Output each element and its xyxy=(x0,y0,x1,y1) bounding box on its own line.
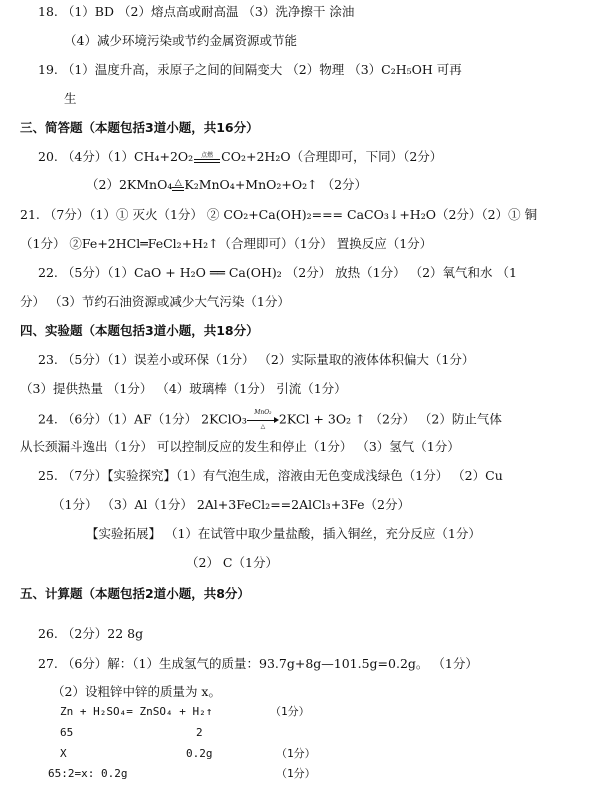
mass-h2: 0.2g xyxy=(186,747,213,760)
proportion-row: 65:2=x: 0.2g xyxy=(48,767,128,780)
answer-20-reactants: 20. （4分）（1）CH₄+2O₂ xyxy=(38,149,194,164)
answer-27-2: （2）设粗锌中锌的质量为 x。 xyxy=(52,684,221,699)
answer-24-cont: 从长颈漏斗逸出（1分） 可以控制反应的发生和停止（1分） （3）氢气（1分） xyxy=(20,439,460,454)
answer-27: 27. （6分）解：（1）生成氢气的质量：93.7g+8g—101.5g=0.2g。 （1分） xyxy=(38,656,478,671)
answer-23: 23. （5分）（1）误差小或环保（1分） （2）实际量取的液体体积偏大（1分） xyxy=(38,352,475,367)
answer-25-extension-2: （2） C（1分） xyxy=(186,555,278,570)
answer-20-line2 xyxy=(86,177,367,193)
answer-20-products: CO₂+2H₂O（合理即可，下同）（2分） xyxy=(221,149,443,164)
answer-25-cont: （1分） （3）Al（1分） 2Al+3FeCl₂==2AlCl₃+3Fe（2分） xyxy=(52,497,410,512)
answer-26: 26. （2分）22 8g xyxy=(38,626,144,641)
answer-25-extension: 【实验拓展】 （1）在试管中取少量盐酸，插入铜丝，充分反应（1分） xyxy=(86,526,481,541)
proportion-score: （1分） xyxy=(276,767,316,780)
molar-ratio-zn: 65 xyxy=(60,726,74,739)
answer-21-cont: （1分） ②Fe+2HCl═FeCl₂+H₂↑（合理即可）（1分） 置换反应（1分） xyxy=(20,236,433,251)
molar-ratio-h2: 2 xyxy=(196,726,203,739)
answer-20-2-reactant: （2）2KMnO₄ xyxy=(86,177,173,192)
answer-25: 25. （7分）【实验探究】（1）有气泡生成，溶液由无色变成浅绿色（1分） （2）Cu xyxy=(38,468,503,483)
answer-18: 18. （1）BD （2）熔点高或耐高温 （3）洗净擦干 涂油 xyxy=(38,4,355,19)
answer-20-line1 xyxy=(38,149,442,165)
answer-19: 19. （1）温度升高，汞原子之间的间隔变大 （2）物理 （3）C₂H₅OH 可再 xyxy=(38,62,462,77)
answer-22-cont: 分） （3）节约石油资源或减少大气污染（1分） xyxy=(20,294,290,309)
ignite-condition: 点燃 xyxy=(194,153,220,163)
mass-row-score: （1分） xyxy=(276,747,316,760)
section-4-heading: 四、实验题（本题包括3道小题，共18分） xyxy=(20,323,259,338)
heat-condition: △ xyxy=(172,180,184,191)
answer-23-cont: （3）提供热量 （1分） （4）玻璃棒（1分） 引流（1分） xyxy=(20,381,347,396)
mno2-heat-condition: MnO₂ △ xyxy=(247,410,279,430)
equation-row: Zn + H₂SO₄= ZnSO₄ + H₂↑ xyxy=(60,705,213,718)
answer-20-2-products: K₂MnO₄+MnO₂+O₂↑ （2分） xyxy=(184,177,368,192)
answer-24 xyxy=(38,410,502,430)
section-5-heading: 五、计算题（本题包括2道小题，共8分） xyxy=(20,586,250,601)
answer-24-reactant: 24. （6分）（1）AF（1分） 2KClO₃ xyxy=(38,411,247,427)
unknown-x: X xyxy=(60,747,67,760)
answer-24-products: 2KCl + 3O₂ ↑ （2分） （2）防止气体 xyxy=(278,411,502,427)
equation-score: （1分） xyxy=(270,705,310,718)
section-3-heading: 三、简答题（本题包括3道小题，共16分） xyxy=(20,120,259,135)
answer-21: 21. （7分）（1）① 灭火（1分） ② CO₂+Ca(OH)₂=== CaCO₃↓+H₂O（2分）（2）① 铜 xyxy=(20,207,538,222)
answer-18-cont: （4）减少环境污染或节约金属资源或节能 xyxy=(64,33,297,48)
answer-19-cont: 生 xyxy=(64,91,77,106)
answer-22: 22. （5分）（1）CaO + H₂O ══ Ca(OH)₂ （2分） 放热（1分） （2）氧气和水 （1 xyxy=(38,265,517,280)
